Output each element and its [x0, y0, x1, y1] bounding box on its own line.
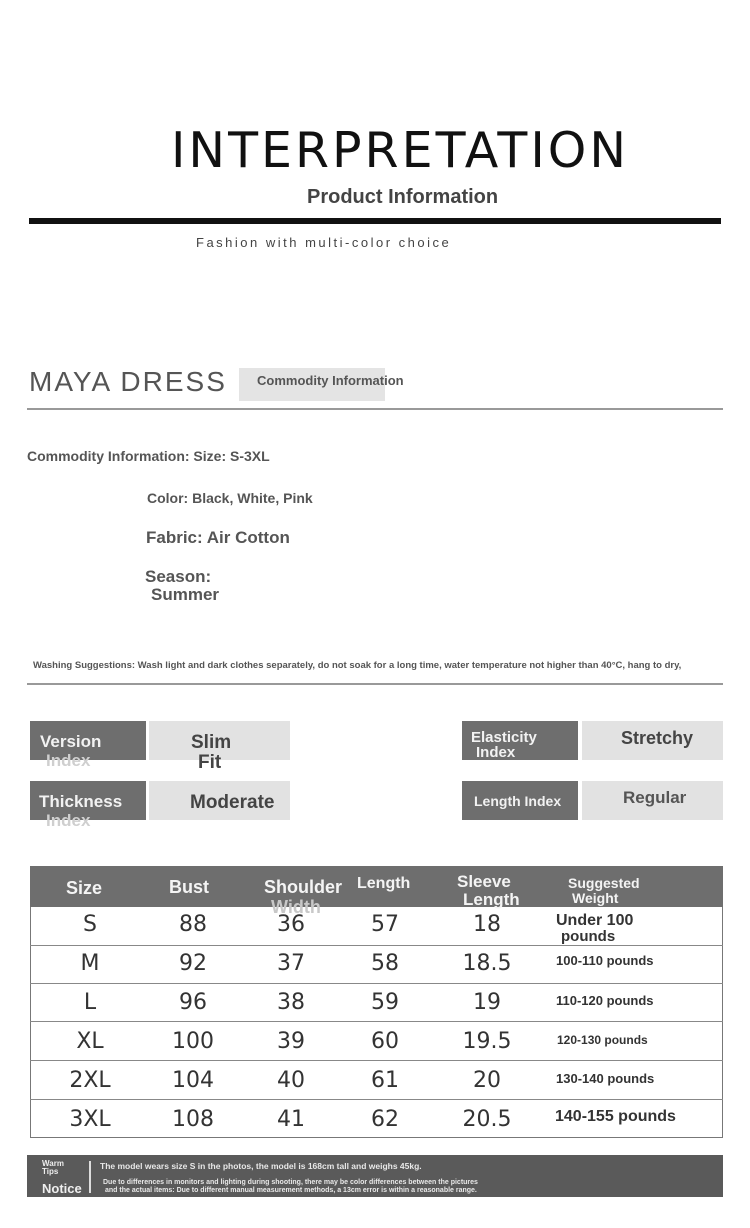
- cell-size: XL: [76, 1029, 104, 1054]
- row-divider: [30, 945, 723, 946]
- version-index-value: [149, 721, 290, 773]
- version-index-label-line2: Index: [46, 751, 91, 770]
- cell-sleeve: 19.5: [462, 1029, 512, 1054]
- version-index-label-line1: Version: [40, 732, 102, 751]
- elasticity-index-label-line1: Elasticity: [471, 729, 537, 746]
- cell-size: 3XL: [69, 1107, 111, 1132]
- cell-sleeve: 19: [473, 990, 501, 1015]
- tagline: Fashion with multi-color choice: [196, 235, 452, 250]
- warm-tips-line1: Warm: [42, 1159, 64, 1168]
- version-index-label: [30, 721, 146, 770]
- notice-divider: [89, 1161, 91, 1193]
- cell-shoulder: 37: [277, 951, 305, 976]
- cell-weight: 140-155 pounds: [555, 1108, 676, 1125]
- cell-weight-line1: Under 100: [556, 912, 634, 929]
- info-size: Commodity Information: Size: S-3XL: [27, 448, 270, 464]
- product-name: MAYA DRESS: [29, 366, 227, 397]
- cell-bust: 100: [172, 1029, 214, 1054]
- cell-sleeve: 18: [473, 912, 501, 937]
- elasticity-index-label-line2: Index: [476, 744, 516, 761]
- cell-length: 59: [371, 990, 399, 1015]
- info-season-value: Summer: [151, 585, 220, 604]
- header-sleeve-line1: Sleeve: [457, 872, 511, 891]
- warm-tips-label: [42, 1160, 64, 1177]
- cell-weight: 110-120 pounds: [556, 993, 654, 1008]
- cell-sleeve: 18.5: [462, 951, 512, 976]
- cell-shoulder: 41: [277, 1107, 305, 1132]
- info-fabric: Fabric: Air Cotton: [146, 528, 290, 547]
- warm-tips-line2: Tips: [42, 1167, 59, 1177]
- cell-shoulder: 38: [277, 990, 305, 1015]
- cell-length: 60: [371, 1029, 399, 1054]
- header-size: Size: [66, 878, 103, 898]
- cell-shoulder: 40: [277, 1068, 305, 1093]
- info-season-label: Season:: [145, 567, 212, 586]
- thickness-index-label-line1: Thickness: [39, 792, 123, 811]
- cell-bust: 92: [179, 951, 207, 976]
- notice-disclaimer-line1: Due to differences in monitors and lighting during shooting, there may be color differences between the pictures: [103, 1179, 478, 1186]
- header-divider: [29, 218, 721, 224]
- thickness-index-label-line2: Index: [46, 811, 91, 830]
- info-color: Color: Black, White, Pink: [147, 490, 313, 506]
- notice-label: Notice: [42, 1181, 82, 1196]
- header-bust: Bust: [169, 877, 209, 897]
- cell-length: 58: [371, 951, 399, 976]
- row-divider: [30, 1060, 723, 1061]
- notice-disclaimer: [103, 1179, 478, 1195]
- page-subtitle: Product Information: [307, 186, 499, 208]
- version-index-value-line2: Fit: [198, 752, 222, 773]
- cell-sleeve: 20.5: [462, 1107, 512, 1132]
- cell-length: 61: [371, 1068, 399, 1093]
- cell-size: S: [83, 912, 97, 937]
- cell-length: 57: [371, 912, 399, 937]
- row-divider: [30, 1021, 723, 1022]
- length-index-value-text: Regular: [623, 788, 687, 807]
- cell-bust: 96: [179, 990, 207, 1015]
- cell-size: L: [83, 990, 97, 1015]
- thickness-index-label: [30, 781, 146, 830]
- cell-weight: 120-130 pounds: [557, 1033, 648, 1047]
- cell-size: M: [80, 951, 100, 976]
- header-length: Length: [357, 875, 411, 892]
- header-shoulder-line2: Width: [271, 897, 321, 917]
- cell-bust: 88: [179, 912, 207, 937]
- header-shoulder-line1: Shoulder: [264, 877, 343, 897]
- thickness-index-value-text: Moderate: [190, 792, 275, 813]
- cell-weight: 100-110 pounds: [556, 953, 654, 968]
- cell-size: 2XL: [69, 1068, 111, 1093]
- cell-shoulder: 36: [277, 912, 305, 937]
- header-sleeve-line2: Length: [463, 890, 520, 909]
- elasticity-index-value: [582, 721, 723, 760]
- length-index-label-text: Length Index: [474, 793, 562, 809]
- commodity-tab-label: Commodity Information: [257, 373, 404, 388]
- washing-divider: [27, 683, 723, 685]
- version-index-value-line1: Slim: [191, 732, 232, 753]
- cell-bust: 108: [172, 1107, 214, 1132]
- cell-weight-line2: pounds: [561, 928, 616, 945]
- size-table-header: [30, 866, 723, 917]
- elasticity-index-value-text: Stretchy: [621, 728, 694, 748]
- length-index-value: [582, 781, 723, 820]
- cell-shoulder: 39: [277, 1029, 305, 1054]
- header-weight-line1: Suggested: [568, 875, 640, 891]
- row-divider: [30, 1099, 723, 1100]
- row-divider: [30, 983, 723, 984]
- header-weight-line2: Weight: [572, 890, 619, 906]
- notice-disclaimer-line2: and the actual items: Due to different manual measurement methods, a 13cm error is within a reasonable range.: [105, 1187, 477, 1195]
- cell-bust: 104: [172, 1068, 214, 1093]
- cell-weight: 130-140 pounds: [556, 1071, 655, 1086]
- page-title: INTERPRETATION: [170, 122, 630, 179]
- washing-suggestions: Washing Suggestions: Wash light and dark clothes separately, do not soak for a long time, water temperature not higher than 40°C, hang to dry,: [33, 660, 682, 671]
- length-index-label: [462, 781, 578, 820]
- cell-length: 62: [371, 1107, 399, 1132]
- product-divider: [27, 408, 723, 410]
- cell-sleeve: 20: [473, 1068, 501, 1093]
- notice-model-info: The model wears size S in the photos, the model is 168cm tall and weighs 45kg.: [100, 1161, 422, 1171]
- elasticity-index-label: [462, 721, 578, 760]
- thickness-index-value: [149, 781, 290, 820]
